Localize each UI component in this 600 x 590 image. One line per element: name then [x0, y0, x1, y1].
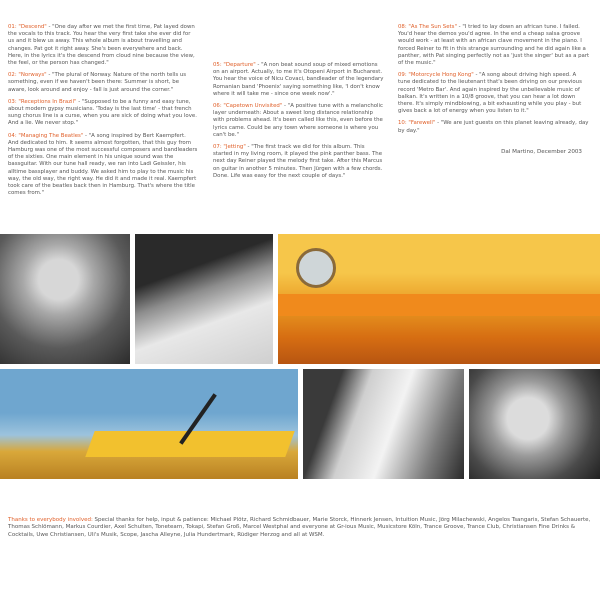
track-note-02	[8, 72, 198, 94]
track-note-01	[8, 24, 198, 67]
track-note-07	[213, 144, 385, 180]
signature: Dal Martino, December 2003	[501, 148, 582, 155]
column-2	[213, 62, 385, 185]
thanks-section	[8, 517, 592, 539]
track-note-06	[213, 103, 385, 139]
track-title-08: 08: "As The Sun Sets"	[398, 24, 457, 30]
photo-musician-trumpet-closeup	[0, 234, 130, 364]
photo-airplane-fuselage	[278, 234, 600, 364]
track-note-10	[398, 120, 590, 134]
fuselage-stripe	[278, 294, 600, 316]
track-note-09	[398, 72, 590, 115]
track-note-04	[8, 133, 198, 198]
column-1	[8, 24, 198, 202]
track-title-09: 09: "Motorcycle Hong Kong"	[398, 72, 474, 79]
track-text-03: - "Supposed to be a funny and easy tune, about modern gypsy musicians. 'Today is the last time' - that french sung chorus line is a curse, when you are sick of doing what you love. And a lie. We never stop."	[8, 98, 197, 127]
track-title-01: 01: "Descend"	[8, 24, 47, 30]
track-title-06: 06: "Capetown Unvisited"	[213, 103, 283, 110]
thanks-text: Special thanks for help, input & patience: Michael Plötz, Richard Schmidbauer, Marie Storck, Hinnerk Jensen, Intuition Music, Jörg Milachewski, Angelos Tsangaris, Stefan Schauerte, Thomas Schlömann, Markus Courdier, Axel Schulten, Tonetearn, Tokapi, Stefan Groß, Marcel Westphal and everyone at Gr-ious Music, Musicstore Köln, Trance Groove, Trance Club, Christiansen Fine Drinks & Cocktails, Uwe Christiansen, Uli's Musik, Scope, Jascha Alleyne, Julia Hundertmark, Rüdiger Herzog and all at WSM.	[8, 517, 591, 538]
photo-yellow-airplane	[0, 369, 298, 479]
column-3	[398, 24, 590, 156]
track-title-04: 04: "Managing The Beatles"	[8, 132, 84, 139]
track-text-09: - "A song about driving high speed. A tune dedicated to the lieutenant that's been driving on our previous record 'Metro Bar'. And again inspired by the unbelievable music of balkan. It's written in a 10/8 groove, that you can hear a lot down there. It's simply mindblowing, a bit exhausting while you play - but gives back a lot of energy when you listen to it."	[398, 72, 582, 115]
photo-musicians-studio	[303, 369, 464, 479]
airplane-wing	[85, 431, 294, 457]
track-text-08: - "I tried to lay down an african tune. I failed. You'd hear the demos you'd agree. In the end a cheap salsa groove would work - at least with an african clave movement in the piano. I forced Reiner to fit in this strange surrounding and he did again like a panther, with Pat singing perfectly not as 'just the singer' but as a part of the music."	[398, 24, 590, 67]
track-text-06: - "A positive tune with a melancholic layer underneath: About a sweet long distance relationship with problems ahead. It's been called like this, even before the lyrics came. Could be any town where someone is where you can't be."	[213, 103, 384, 138]
track-text-02: - "The plural of Norway. Nature of the north tells us something, even if we haven't been there: Summer is short, be aware, look around and enjoy - fall is just around the corner."	[8, 72, 187, 93]
photo-singer-smiling	[469, 369, 600, 479]
track-text-07: - "The first track we did for this album. This started in my living room, it played the pink panther bass. The next day Reiner played the melody first take. After this Marcus on guitar in another 5 minutes. Then Jürgen with a few chords. Done. Life was easy for the next couple of days."	[213, 144, 383, 179]
track-text-01: - "One day after we met the first time, Pat layed down the vocals to this track. You hear the very first take she ever did for us and it blew us away. This whole album is about travelling and changes. Pat got it right away. She's been everywhere and back. Here, in the lyrics it's the descend from cloud nine because the view, the feel, or the person has changed."	[8, 24, 195, 67]
track-text-05: - "A non beat sound soup of mixed emotions on an airport. Actually, to me it's Otopeni Airport in Bucharest. You hear the voice of Nicu Covaci, bandleader of the legendary Romanian band 'Phoenix' saying something like, 'I don't know where it will take me - since one week now'."	[213, 62, 384, 97]
track-title-03: 03: "Receptions In Brazil"	[8, 98, 77, 105]
fuselage-window	[296, 248, 336, 288]
thanks-title: Thanks to everybody involved:	[8, 517, 93, 523]
track-title-07: 07: "Jetting"	[213, 144, 246, 151]
track-title-05: 05: "Departure"	[213, 62, 256, 68]
track-note-03	[8, 99, 198, 128]
track-text-04: - "A song inspired by Bert Kaempfert. And dedicated to him. It seems almost forgotten, that this guy from Hamburg was one of the most successful composers and bandleaders of the sixties. One main element in his unique sound was the bassguitar. With our tune hall ready, we ran into Ladi Geissler, his alltime bassplayer and buddy. We asked him to play to the music his way, the old way, the right way. He did it and made it real. Kaempfert took care of the beatles back then in Hamburg. That's where the title comes from."	[8, 132, 198, 197]
photo-musician-smoking	[135, 234, 273, 364]
track-title-10: 10: "Farewell"	[398, 120, 436, 127]
track-note-05	[213, 62, 385, 98]
track-title-02: 02: "Norways"	[8, 72, 47, 79]
track-text-10: - "We are just guests on this planet leaving already, day by day."	[398, 120, 589, 134]
track-note-08	[398, 24, 590, 67]
